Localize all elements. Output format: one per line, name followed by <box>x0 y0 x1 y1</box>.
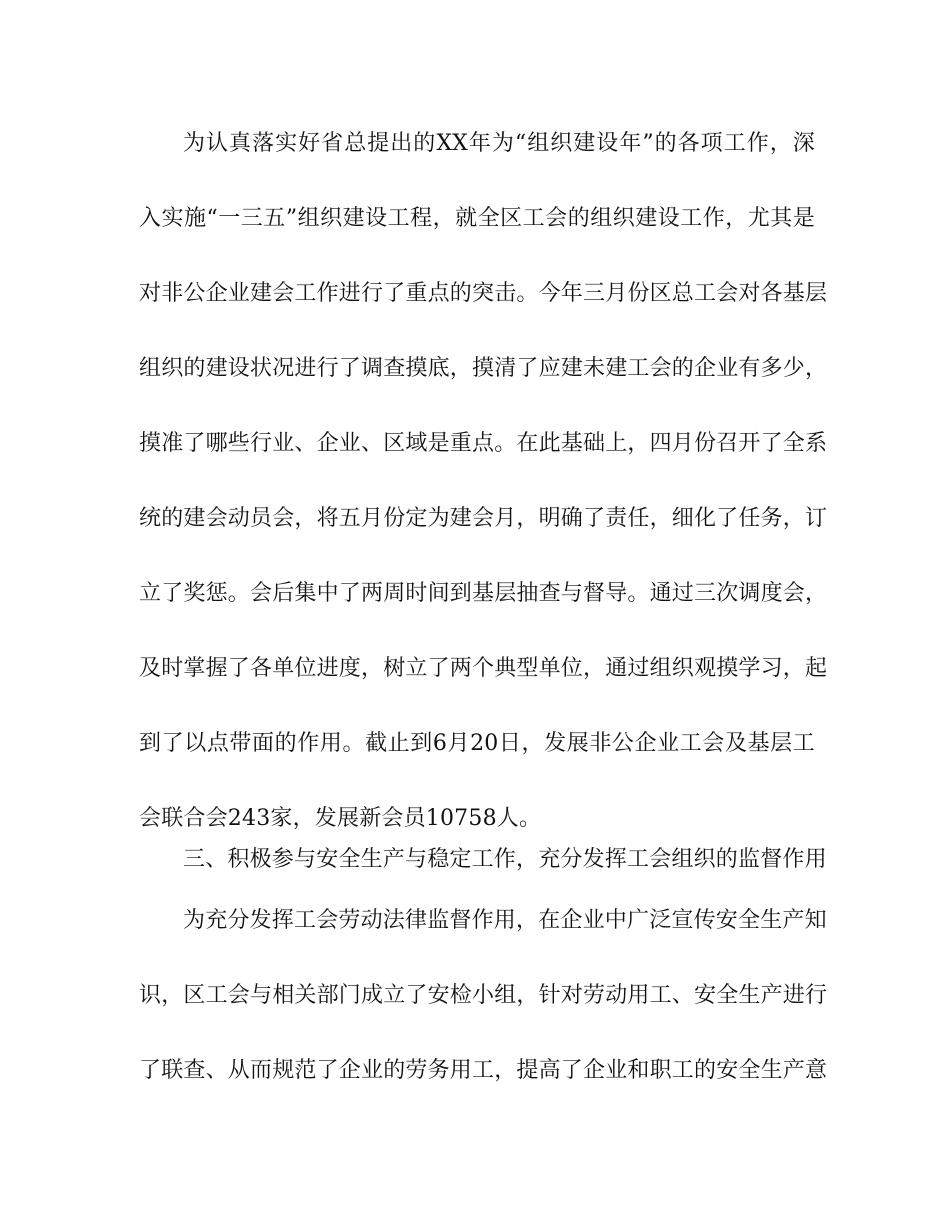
paragraph-line: 入实施“一三五”组织建设工程，就全区工会的组织建设工作，尤其是 <box>139 206 815 231</box>
paragraph-line: 对非公企业建会工作进行了重点的突击。今年三月份区总工会对各基层 <box>139 281 828 306</box>
paragraph-line: 会联合会243家，发展新会员10758人。 <box>139 806 542 831</box>
paragraph-line: 组织的建设状况进行了调查摸底，摸清了应建未建工会的企业有多少， <box>139 356 828 381</box>
paragraph-line: 为认真落实好省总提出的XX年为“组织建设年”的各项工作，深 <box>183 131 815 156</box>
paragraph-line: 了联查、从而规范了企业的劳务用工，提高了企业和职工的安全生产意 <box>139 1058 828 1083</box>
paragraph-line: 统的建会动员会，将五月份定为建会月，明确了责任，细化了任务，订 <box>139 506 828 531</box>
paragraph-line: 摸准了哪些行业、企业、区域是重点。在此基础上，四月份召开了全系 <box>139 431 828 456</box>
paragraph-line: 到了以点带面的作用。截止到6月20日，发展非公企业工会及基层工 <box>139 731 815 756</box>
section-heading: 三、积极参与安全生产与稳定工作，充分发挥工会组织的监督作用 <box>183 847 827 872</box>
paragraph-line: 立了奖惩。会后集中了两周时间到基层抽查与督导。通过三次调度会， <box>139 581 828 606</box>
paragraph-line: 识，区工会与相关部门成立了安检小组，针对劳动用工、安全生产进行 <box>139 983 828 1008</box>
paragraph-line: 及时掌握了各单位进度，树立了两个典型单位，通过组织观摸学习，起 <box>139 656 828 681</box>
paragraph-line: 为充分发挥工会劳动法律监督作用，在企业中广泛宣传安全生产知 <box>183 908 827 933</box>
